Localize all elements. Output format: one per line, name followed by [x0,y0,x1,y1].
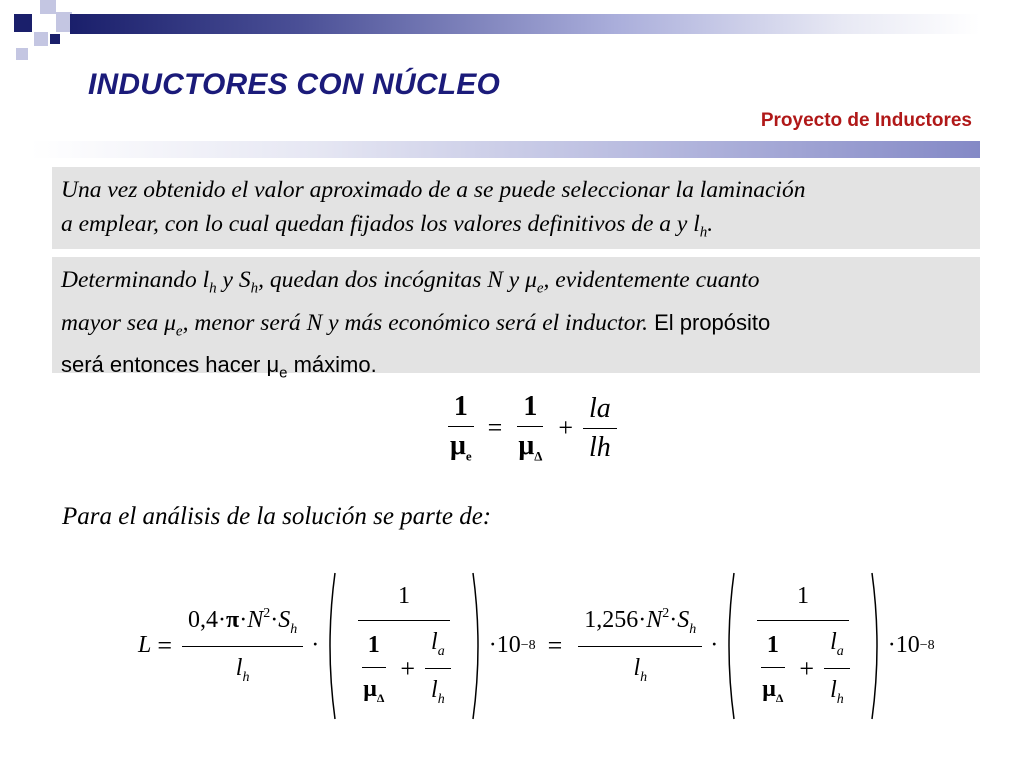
eq2-la-l-a: l [431,629,438,655]
eq1-equals: = [487,413,503,442]
eq1-sub-delta: Δ [534,448,543,464]
text-box-permeability [52,257,980,383]
eq1-mu-a: μ [450,430,466,462]
corner-square-6 [16,48,28,60]
eq2-la-lh-frac-b [824,629,850,708]
eq1-frac-la-lh [583,393,617,464]
eq2-coef1: 0,4 [188,606,219,633]
eq2-N-a: N [247,606,264,633]
text-box-lamination [52,167,980,249]
box2-t2-sub: h [250,280,259,297]
eq2-N-b: N [646,606,663,633]
box2-t3: , quedan dos incógnitas N y μ [258,267,537,293]
left-paren-a [323,571,337,721]
corner-square-1 [14,14,32,32]
box2-t5-sub: e [175,323,183,340]
eq2-dot-a3: · [270,606,279,633]
left-paren-b [722,571,736,721]
eq2-L: L [138,632,152,658]
eq2-lh-sub-b: h [836,692,844,707]
eq2-dot-b3: · [710,632,719,658]
eq2-mu-a: μ [363,675,377,702]
top-gradient-bar [70,14,980,34]
eq2-mu-den-b [756,668,789,706]
box2-t6: , menor será N y más económico será el inductor. [182,309,648,336]
eq2-ten-b: 10 [895,632,920,658]
eq2-l-sub-b: h [640,669,648,685]
eq2-dot-a5: · [488,632,497,658]
box2-t8: será entonces hacer μ [61,352,280,378]
eq2-dot-a4: · [311,632,320,658]
eq2-delta-b: Δ [775,690,784,705]
eq2-dot-a2: · [239,606,248,633]
eq2-mu-one-b: 1 [761,632,785,668]
eq2-equals-b: = [547,630,563,660]
eq1-plus: + [558,413,574,442]
eq2-la-b [824,629,850,669]
eq2-S-sub-a: h [290,621,298,637]
eq2-plus-b: + [799,653,815,683]
eq1-mu-delta [512,427,548,465]
eq2-inner-frac-b [746,583,859,708]
slide-subtitle: Proyecto de Inductores [760,110,972,131]
box2-t9: máximo. [287,352,377,378]
eq2-num-a [182,606,303,647]
eq2-mu-one-a: 1 [362,632,386,668]
box2-t3-sub: e [536,280,544,297]
box2-t2: y S [216,267,251,293]
box1-sub-h: h [699,224,708,241]
eq2-ten-exp-b: −8 [919,637,935,653]
eq2-inner-frac-a [347,583,460,708]
eq2-mu-frac-a [357,632,390,706]
eq2-lh-b [824,669,850,708]
eq2-coef2: 1,256 [584,606,639,633]
eq1-one-b: 1 [517,391,543,427]
eq2-N-exp-a: 2 [263,605,271,621]
eq2-frac-main-b [578,606,702,686]
eq2-equals-a: = [157,630,173,660]
eq2-delta-a: Δ [376,690,385,705]
eq2-N-exp-b: 2 [662,605,670,621]
equation-effective-permeability [440,388,611,468]
eq2-la-lh-frac-a [425,629,451,708]
box2-t5: mayor sea μ [61,309,176,336]
eq2-den-b [627,647,653,686]
eq2-lh-sub-a: h [437,692,445,707]
eq2-l-sub-a: h [242,669,250,685]
eq2-dot-b4: · [887,632,896,658]
eq1-lh: lh [589,431,611,463]
box2-t7: El propósito [647,309,771,335]
eq2-dot-a1: · [218,606,227,633]
eq1-la: la [583,393,617,429]
eq2-dot-b1: · [638,606,647,633]
box2-t1: Determinando l [61,267,210,293]
box2-t4: , evidentemente cuanto [543,267,760,293]
eq2-lh-l-a: l [431,677,438,703]
eq2-la-l-b: l [830,629,837,655]
corner-square-2 [40,0,56,14]
equation-inductance [138,568,958,723]
eq2-inner-den-b [746,621,859,708]
eq1-frac-mu-delta [512,391,548,465]
eq1-mu-b: μ [518,430,535,462]
box2-t8-sub: e [279,365,288,383]
eq2-S-b: S [677,606,690,633]
separator-gradient-bar [30,141,980,158]
eq2-S-a: S [278,606,291,633]
corner-square-4 [34,32,48,46]
eq2-l-b: l [633,654,641,681]
eq1-sub-e: e [465,448,472,464]
eq2-ten-exp-a: −8 [520,637,536,653]
eq2-den-a [230,647,256,686]
eq2-dot-b2: · [669,606,678,633]
box1-line2: a emplear, con lo cual quedan fijados los valores definitivos de a y l [61,211,700,237]
eq2-S-sub-b: h [689,621,697,637]
eq2-paren-group-b [722,571,883,721]
eq2-pi: π [226,606,240,633]
box1-period: . [707,211,714,237]
right-paren-b [870,571,884,721]
eq2-lh-l-b: l [830,677,837,703]
eq1-one-a: 1 [448,391,474,427]
eq2-frac-main-a [182,606,303,686]
eq1-frac-mu-e [444,391,478,465]
eq2-mu-frac-b [756,632,789,706]
eq2-paren-group-a [323,571,484,721]
eq2-ten-a: 10 [496,632,521,658]
eq2-plus-a: + [400,653,416,683]
box1-line1: Una vez obtenido el valor aproximado de a se puede seleccionar la laminación [61,177,806,203]
eq2-mu-b: μ [762,675,776,702]
slide-title: INDUCTORES CON NÚCLEO [88,68,500,101]
eq2-inner-one-b: 1 [757,583,849,621]
eq1-mu-e [444,427,478,465]
eq2-inner-den-a [347,621,460,708]
eq2-l-a: l [235,654,243,681]
eq2-la-sub-b: a [836,644,844,659]
right-paren-a [471,571,485,721]
eq2-la-a [425,629,451,669]
eq2-la-sub-a: a [437,644,445,659]
eq2-num-b [578,606,702,647]
eq2-inner-one-a: 1 [358,583,450,621]
corner-square-5 [50,34,60,44]
eq2-mu-den-a [357,668,390,706]
analysis-intro-text: Para el análisis de la solución se parte de: [62,503,492,530]
eq2-lh-a [425,669,451,708]
box2-t1-sub: h [209,280,217,297]
